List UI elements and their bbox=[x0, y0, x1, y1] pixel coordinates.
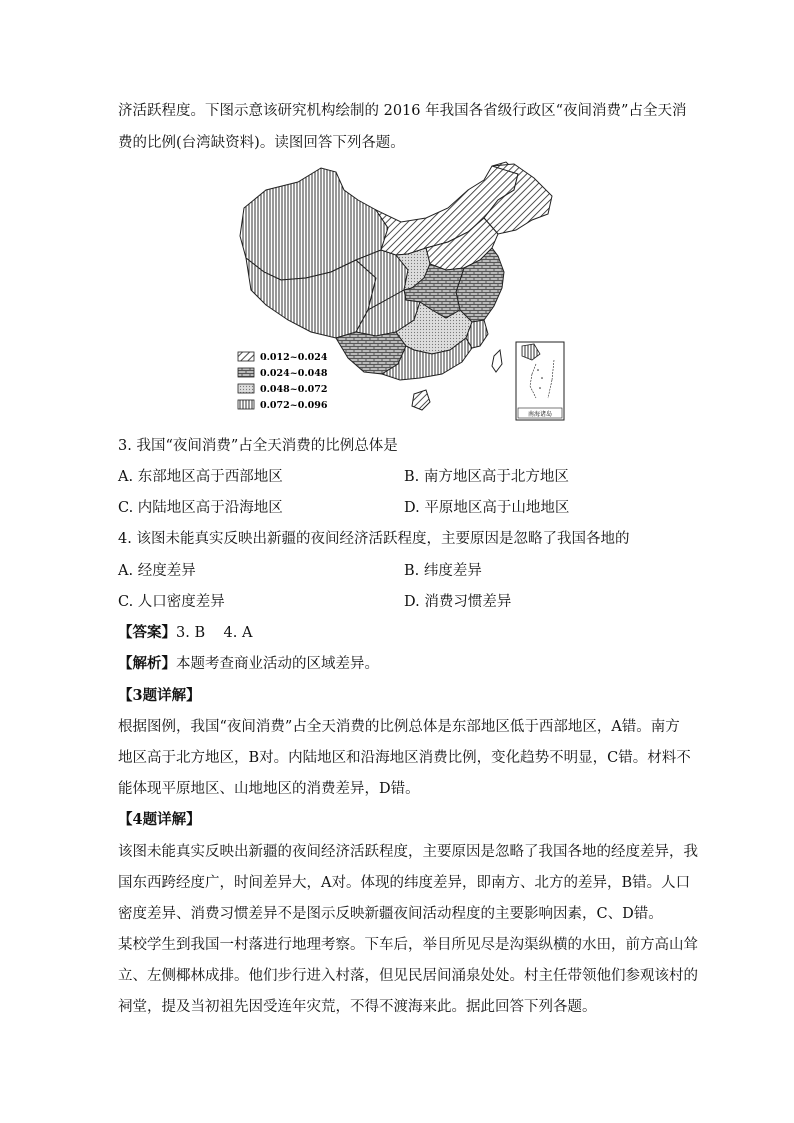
q3-option-d: D. 平原地区高于山地地区 bbox=[404, 500, 570, 516]
south-china-sea-inset bbox=[516, 342, 564, 420]
legend-swatch-3 bbox=[238, 384, 254, 393]
china-night-consumption-map bbox=[236, 160, 568, 422]
answer-text: 3. B 4. A bbox=[176, 625, 253, 641]
analysis-line bbox=[118, 654, 379, 674]
analysis-tag: 【解析】 bbox=[118, 655, 176, 672]
detail4-line-2: 国东西跨经度广，时间差异大，A对。体现的纬度差异，即南方、北方的差异，B错。人口 bbox=[118, 875, 691, 891]
q4-stem: 4. 该图未能真实反映出新疆的夜间经济活跃程度，主要原因是忽略了我国各地的 bbox=[118, 531, 630, 547]
detail4-heading: 【4题详解】 bbox=[118, 811, 201, 828]
next-line-1: 某校学生到我国一村落进行地理考察。下车后，举目所见尽是沟渠纵横的水田，前方高山耸 bbox=[118, 937, 698, 953]
q3-option-c: C. 内陆地区高于沿海地区 bbox=[118, 500, 283, 516]
legend-label-3: 0.048~0.072 bbox=[260, 384, 328, 395]
detail4-line-3: 密度差异、消费习惯差异不是图示反映新疆夜间活动程度的主要影响因素，C、D错。 bbox=[118, 906, 663, 922]
region-hainan bbox=[412, 390, 430, 410]
detail3-line-2: 地区高于北方地区，B对。内陆地区和沿海地区消费比例，变化趋势不明显，C错。材料不 bbox=[118, 750, 691, 766]
answer-tag: 【答案】 bbox=[118, 624, 176, 641]
map-legend bbox=[238, 352, 328, 411]
detail3-line-1: 根据图例，我国“夜间消费”占全天消费的比例总体是东部地区低于西部地区，A错。南方 bbox=[118, 719, 680, 735]
q3-option-a: A. 东部地区高于西部地区 bbox=[118, 469, 283, 485]
q4-option-b: B. 纬度差异 bbox=[404, 563, 482, 579]
legend-label-4: 0.072~0.096 bbox=[260, 400, 328, 411]
inset-label: 南海诸岛 bbox=[527, 411, 553, 418]
answer-line bbox=[118, 623, 252, 643]
q3-option-b: B. 南方地区高于北方地区 bbox=[404, 469, 569, 485]
detail4-line-1: 该图未能真实反映出新疆的夜间经济活跃程度，主要原因是忽略了我国各地的经度差异，我 bbox=[118, 844, 698, 860]
map-svg bbox=[236, 160, 568, 422]
legend-label-2: 0.024~0.048 bbox=[260, 368, 328, 379]
next-line-3: 祠堂，提及当初祖先因受连年灾荒，不得不渡海来此。据此回答下列各题。 bbox=[118, 999, 597, 1015]
legend-swatch-1 bbox=[238, 352, 254, 361]
detail3-heading: 【3题详解】 bbox=[118, 687, 201, 704]
detail3-line-3: 能体现平原地区、山地地区的消费差异，D错。 bbox=[118, 781, 420, 797]
legend-label-1: 0.012~0.024 bbox=[260, 352, 328, 363]
q4-option-c: C. 人口密度差异 bbox=[118, 594, 225, 610]
q3-stem: 3. 我国“夜间消费”占全天消费的比例总体是 bbox=[118, 438, 398, 454]
q4-option-a: A. 经度差异 bbox=[118, 563, 196, 579]
region-taiwan bbox=[492, 350, 502, 372]
analysis-text: 本题考查商业活动的区域差异。 bbox=[176, 656, 379, 672]
intro-line-2: 费的比例(台湾缺资料)。读图回答下列各题。 bbox=[118, 135, 405, 151]
q4-option-d: D. 消费习惯差异 bbox=[404, 594, 512, 610]
legend-swatch-2 bbox=[238, 368, 254, 377]
intro-line-1: 济活跃程度。下图示意该研究机构绘制的 2016 年我国各省级行政区“夜间消费”占全天消 bbox=[118, 103, 687, 119]
legend-swatch-4 bbox=[238, 400, 254, 409]
next-line-2: 立、左侧椰林成排。他们步行进入村落，但见民居间涌泉处处。村主任带领他们参观该村的 bbox=[118, 968, 698, 984]
